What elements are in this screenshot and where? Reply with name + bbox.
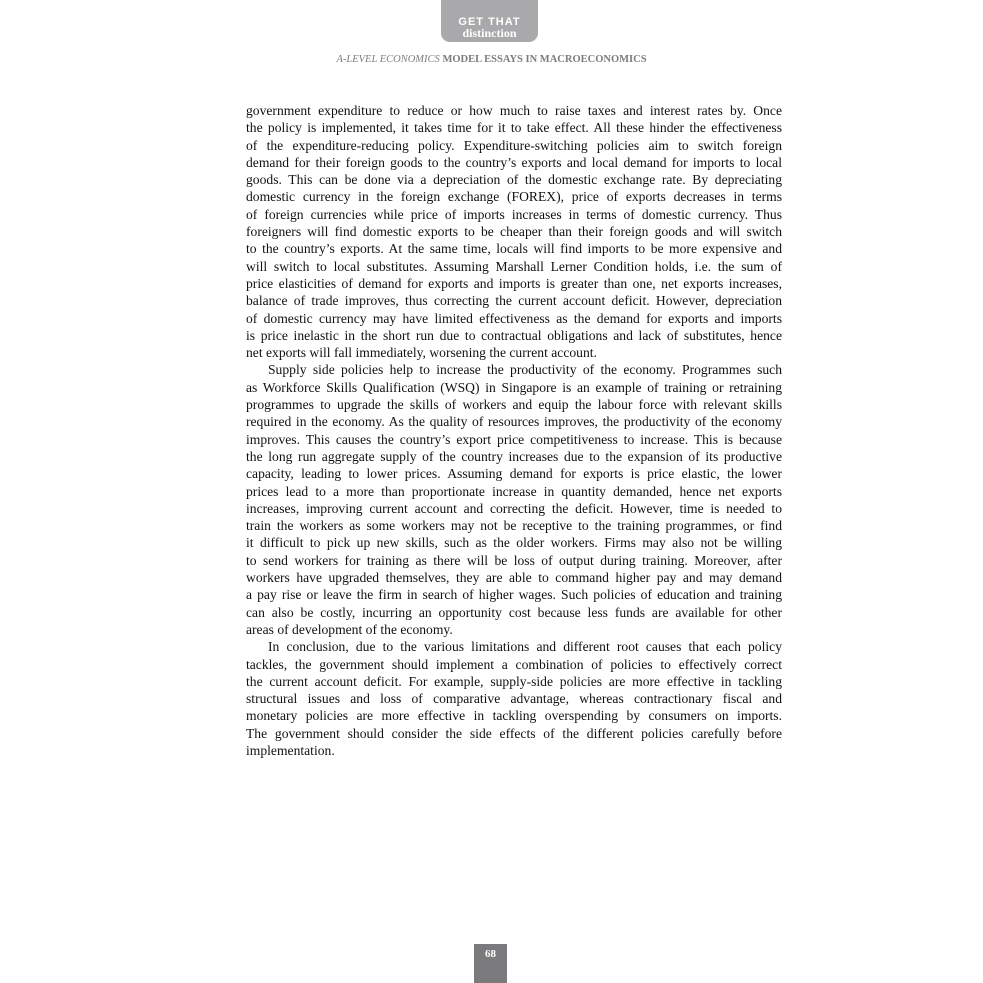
text-line: domestic currency in the foreign exchange (FOREX), price of exports decreases in terms [246,189,782,205]
text-line: balance of trade improves, thus correcting the current account deficit. However, depreciation [246,293,782,309]
text-line: as Workforce Skills Qualification (WSQ) in Singapore is an example of training or retraining [246,379,782,395]
text-line: monetary policies are more effective in tackling overspending by consumers on imports. [246,708,782,724]
text-line: workers have upgraded themselves, they are able to command higher pay and may demand [246,570,782,586]
text-line: areas of development of the economy. [246,621,453,637]
text-line: train the workers as some workers may not be receptive to the training programmes, or find [246,518,782,534]
text-line: a pay rise or leave the firm in search of higher wages. Such policies of education and training [246,587,782,603]
text-line: is price inelastic in the short run due to contractual obligations and lack of substitutes, hence [246,327,782,343]
text-line: the policy is implemented, it takes time for it to take effect. All these hinder the effectiveness [246,120,782,136]
paragraph [246,361,782,638]
text-line: foreigners will find domestic exports to be cheaper than their foreign goods and will switch [246,224,782,240]
text-line: government expenditure to reduce or how much to raise taxes and interest rates by. Once [246,103,782,118]
running-head-series: A-LEVEL ECONOMICS [336,54,440,65]
brand-tab-line2: distinction [462,26,517,40]
text-line: programmes to upgrade the skills of workers and equip the labour force with relevant skills [246,397,782,413]
text-line: of the expenditure-reducing policy. Expenditure-switching policies aim to switch foreign [246,137,782,153]
text-line: net exports will fall immediately, worsening the current account. [246,345,597,361]
text-line: can also be costly, incurring an opportunity cost because less funds are available for other [246,604,782,620]
text-line: prices lead to a more than proportionate increase in quantity demanded, hence net exports [246,483,782,499]
text-line: demand for their foreign goods to the country’s exports and local demand for imports to local [246,154,782,170]
text-line: the current account deficit. For example, supply-side policies are more effective in tackling [246,673,782,689]
brand-tab [441,0,538,42]
text-line: of domestic currency may have limited effectiveness as the demand for exports and imports [246,310,782,326]
text-line: tackles, the government should implement a combination of policies to effectively correct [246,656,782,672]
text-line: goods. This can be done via a depreciation of the domestic exchange rate. By depreciating [246,172,782,188]
text-line: to the country’s exports. At the same time, locals will find imports to be more expensive and [246,241,782,257]
text-line: the long run aggregate supply of the country increases due to the expansion of its productive [246,448,782,464]
text-line: increases, improving current account and correcting the deficit. However, time is needed to [246,500,782,516]
body-text [246,102,782,759]
text-line: implementation. [246,742,335,758]
text-line: to send workers for training as there will be loss of output during training. Moreover, after [246,552,782,568]
text-line: In conclusion, due to the various limitations and different root causes that each policy [268,639,782,655]
text-line: capacity, leading to lower prices. Assuming demand for exports is price elastic, the lower [246,466,782,482]
paragraph [246,638,782,759]
running-head [0,53,983,67]
text-line: improves. This causes the country’s export price competitiveness to increase. This is because [246,431,782,447]
text-line: price elasticities of demand for exports and imports is greater than one, net exports increases, [246,275,782,291]
text-line: required in the economy. As the quality of resources improves, the productivity of the economy [246,414,782,430]
text-line: will switch to local substitutes. Assuming Marshall Lerner Condition holds, i.e. the sum of [246,258,782,274]
running-head-title: MODEL ESSAYS IN MACROECONOMICS [439,54,647,65]
text-line: structural issues and loss of comparative advantage, whereas contractionary fiscal and [246,691,782,707]
text-line: The government should consider the side effects of the different policies carefully before [246,725,782,741]
text-line: Supply side policies help to increase the productivity of the economy. Programmes such [268,362,782,378]
text-line: of foreign currencies while price of imports increases in terms of domestic currency. Thus [246,206,782,222]
brand-tab-line1: GET THAT [458,16,521,28]
paragraph [246,102,782,361]
page-number: 68 [474,944,507,983]
text-line: it difficult to pick up new skills, such as the older workers. Firms may also not be willing [246,535,782,551]
